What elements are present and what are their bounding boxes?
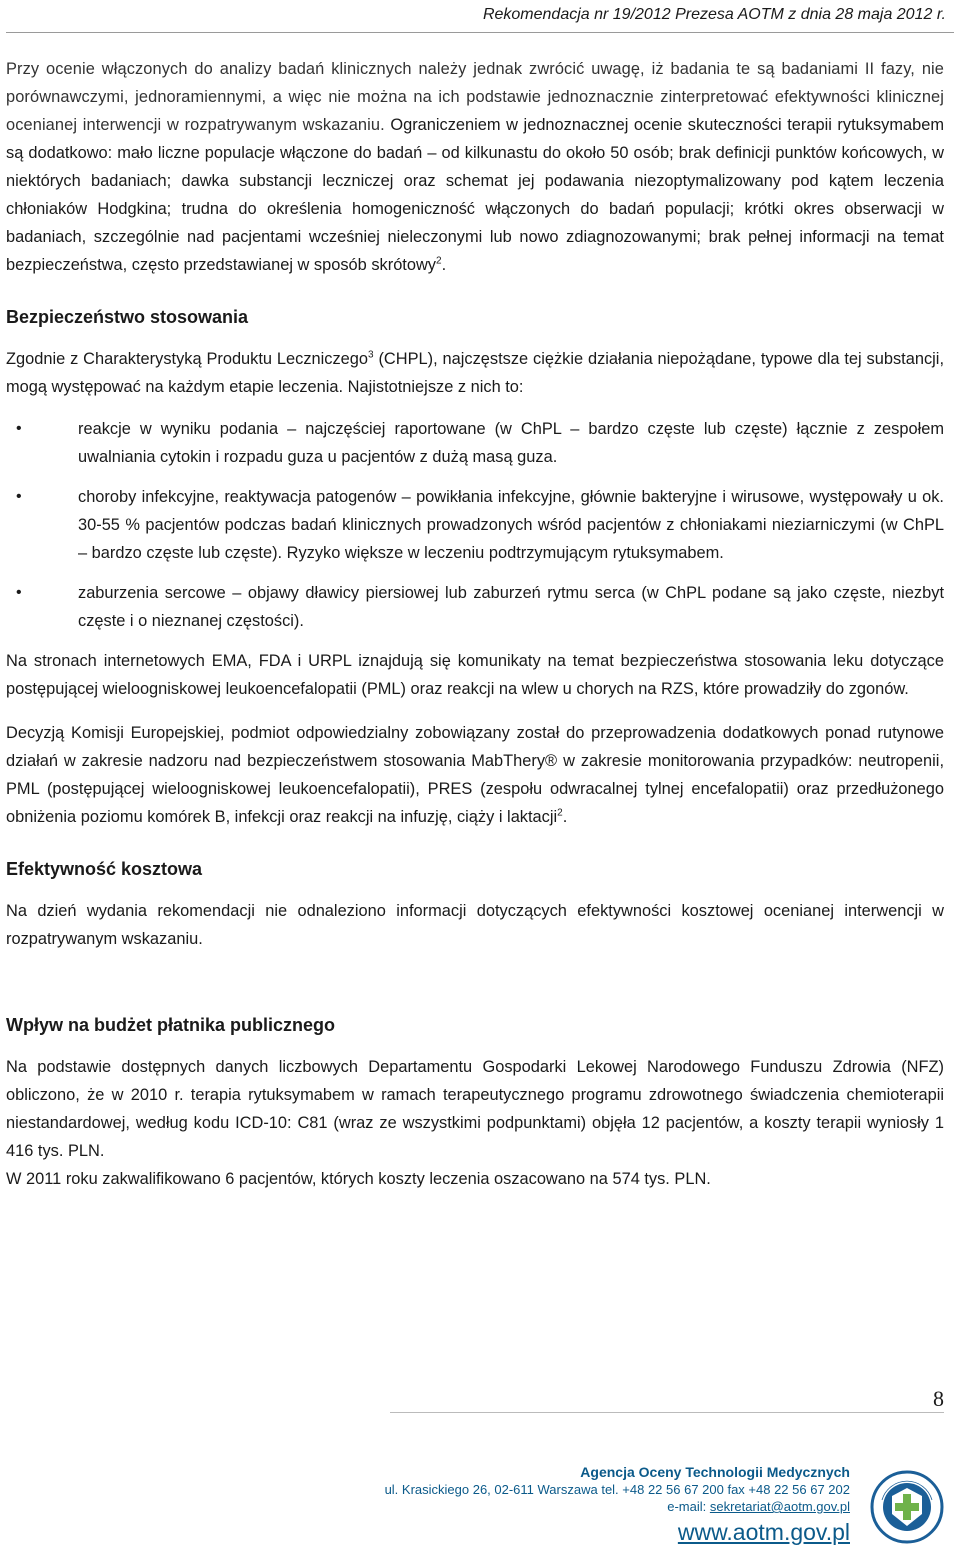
footer-contact xyxy=(385,1464,850,1546)
safety-footnote-ref: 3 xyxy=(368,349,374,361)
footer-website-line xyxy=(385,1518,850,1546)
list-item-text: choroby infekcyjne, reaktywacja patogenów – powikłania infekcyjne, głównie bakteryjne i wirusowe, występowały u ok. 30-55 % pacjentów podczas badań klinicznych prowadzonych wśród pacjentów z chłoniakami nieziarniczymi (w ChPL – bardzo częste lub częste). Ryzyko większe w leczeniu podtrzymującym rytuksymabem. xyxy=(78,488,944,562)
safety-intro-a: Zgodnie z Charakterystyką Produktu Leczniczego xyxy=(6,350,369,368)
list-item xyxy=(6,415,944,471)
commission-decision-text: Decyzją Komisji Europejskiej, podmiot odpowiedzialny zobowiązany został do przeprowadzenia dodatkowych ponad rutynowe działań w zakresie nadzoru nad bezpieczeństwem stosowania MabThery® w zakresie monitorowania przypadków: neutropenii, PML (postępującej wieloogniskowej leukoencefalopatii), PRES (zespołu odwracalnej tylnej encefalopatii) oraz przedłużonego obniżenia poziomu komórek B, infekcji oraz reakcji na infuzję, ciąży i laktacji xyxy=(6,724,944,826)
safety-intro-b: (CHPL), najczęstsze ciężkie działania niepożądane, typowe dla tej substancji, mogą występować na każdym etapie leczenia. Najistotniejsze z nich to: xyxy=(6,350,944,396)
footer-divider xyxy=(390,1412,944,1413)
budget-2011-text: W 2011 roku zakwalifikowano 6 pacjentów, których koszty leczenia oszacowano na 574 tys. PLN. xyxy=(6,1170,711,1188)
intro-footnote-ref: 2 xyxy=(436,255,442,267)
running-header: Rekomendacja nr 19/2012 Prezesa AOTM z dnia 28 maja 2012 r. xyxy=(482,6,946,23)
cost-heading: Efektywność kosztowa xyxy=(6,859,203,879)
commission-footnote-ref: 2 xyxy=(557,807,563,819)
intro-paragraph xyxy=(6,55,944,279)
list-item xyxy=(6,483,944,567)
budget-paragraph xyxy=(6,1053,944,1193)
bullet-icon: • xyxy=(16,420,22,437)
budget-2010-text: Na podstawie dostępnych danych liczbowych Departamentu Gospodarki Lekowej Narodowego Funduszu Zdrowia (NFZ) obliczono, że w 2010 r. terapia rytuksymabem w ramach terapeutycznego programu zdrowotnego świadczenia chemioterapii niestandardowej, według kodu ICD-10: C81 (wraz ze wszystkimi podpunktami) objęła 12 pacjentów, a koszty terapii wyniosły 1 416 tys. PLN. xyxy=(6,1058,944,1160)
bullet-icon: • xyxy=(16,584,22,601)
safety-communications-paragraph: Na stronach internetowych EMA, FDA i URPL iznajdują się komunikaty na temat bezpieczeństwa stosowania leku dotyczące postępującej wieloogniskowej leukoencefalopatii (PML) oraz reakcji na wlew u chorych na RZS, które prowadziły do zgonów. xyxy=(6,652,944,698)
commission-decision-paragraph xyxy=(6,719,944,831)
list-item xyxy=(6,579,944,635)
cost-paragraph: Na dzień wydania rekomendacji nie odnaleziono informacji dotyczących efektywności kosztowej ocenianej interwencji w rozpatrywanym wskazaniu. xyxy=(6,902,944,948)
footer-agency-name: Agencja Oceny Technologii Medycznych xyxy=(580,1464,850,1480)
footer-email-label: e-mail: xyxy=(667,1499,710,1514)
footer-address: ul. Krasickiego 26, 02-611 Warszawa tel. +48 22 56 67 200 fax +48 22 56 67 202 xyxy=(384,1482,850,1497)
safety-intro-paragraph xyxy=(6,345,944,401)
adverse-effects-list xyxy=(6,415,944,635)
footer-email-line xyxy=(385,1498,850,1515)
footer-email-link[interactable]: sekretariat@aotm.gov.pl xyxy=(709,1499,850,1514)
budget-heading: Wpływ na budżet płatnika publicznego xyxy=(6,1015,336,1035)
intro-rest-text: Ograniczeniem w jednoznacznej ocenie skuteczności terapii rytuksymabem są dodatkowo: mało liczne populacje włączone do badań – od kilkunastu do około 50 osób; brak definicji punktów końcowych, w niektórych badaniach; dawka substancji leczniczej oraz schemat jej podawania niezoptymalizowany pod kątem leczenia chłoniaków Hodgkina; trudna do określenia homogeniczność włączonych do badań populacji; krótki okres obserwacji w badaniach, szczególnie nad pacjentami wcześniej nieleczonymi lub nowo zdiagnozowanymi; brak pełnej informacji na temat bezpieczeństwa, często przedstawianej w sposób skrótowy xyxy=(6,116,944,274)
logo-cross-horizontal xyxy=(895,1503,919,1511)
list-item-text: reakcje w wyniku podania – najczęściej raportowane (w ChPL – bardzo częste lub częste) łącznie z zespołem uwalniania cytokin i rozpadu guza u pacjentów z dużą masą guza. xyxy=(78,420,944,466)
bullet-icon: • xyxy=(16,488,22,505)
footer-website-link[interactable]: www.aotm.gov.pl xyxy=(677,1519,850,1545)
intro-lead-text: Przy ocenie włączonych do analizy badań klinicznych należy jednak zwrócić uwagę, iż badania te są badaniami II fazy, nie porównawczymi, jednoramiennymi, a więc nie można na ich podstawie jednoznacznie zinterpretować efektywności klinicznej ocenianej interwencji w rozpatrywanym wskazaniu. xyxy=(6,60,944,134)
intro-end: . xyxy=(441,256,447,274)
header-divider xyxy=(6,32,954,33)
aotm-logo xyxy=(870,1470,944,1544)
list-item-text: zaburzenia sercowe – objawy dławicy piersiowej lub zaburzeń rytmu serca (w ChPL podane są jako częste, niezbyt częste i o nieznanej częstości). xyxy=(78,584,944,630)
commission-decision-end: . xyxy=(562,808,568,826)
page-body xyxy=(6,55,944,1193)
safety-heading: Bezpieczeństwo stosowania xyxy=(6,307,249,327)
page-number: 8 xyxy=(933,1386,944,1411)
